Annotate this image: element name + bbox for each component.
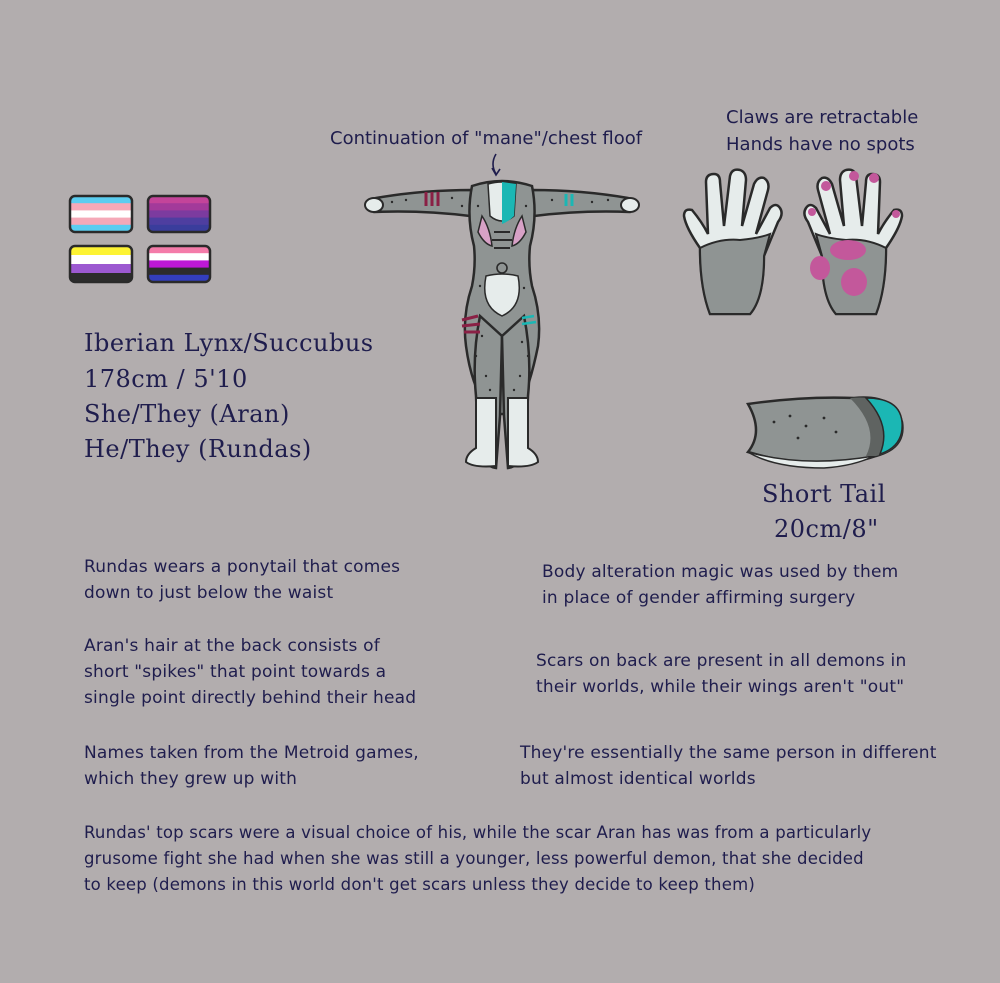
tail-title: Short Tail [762,480,886,508]
bigender-flag [148,196,210,233]
transgender-flag [70,196,132,233]
note-body-magic: Body alteration magic was used by them in place of gender affirming surgery [542,562,899,608]
note-names: Names taken from the Metroid games, which they grew up with [84,743,419,789]
tail-illustration [744,392,904,472]
genderfluid-flag [148,246,210,283]
spots-annotation: Hands have no spots [726,134,915,155]
pronouns-rundas-label: He/They (Rundas) [84,435,312,463]
note-hair-spikes: Aran's hair at the back consists of short "spikes" that point towards a single point directly behind their head [84,636,417,708]
claws-annotation: Claws are retractable [726,107,919,128]
pronouns-aran-label: She/They (Aran) [84,400,290,428]
annotation-arrow-icon [486,152,506,178]
note-back-scars: Scars on back are present in all demons in their worlds, while their wings aren't "out" [536,651,907,697]
body-figure [362,176,642,476]
pride-flags [68,188,228,298]
note-ponytail: Rundas wears a ponytail that comes down to just below the waist [84,557,401,603]
tail-length: 20cm/8" [774,515,879,543]
note-scars-story: Rundas' top scars were a visual choice of his, while the scar Aran has was from a particularly grusome fight she had when she was still a younger, less powerful demon, that she decided to keep (demons in this world don't get scars unless they decide to keep them) [84,823,872,894]
nonbinary-flag [70,246,132,283]
note-same-person: They're essentially the same person in different but almost identical worlds [520,743,937,789]
chest-floof-annotation: Continuation of "mane"/chest floof [330,128,643,149]
height-label: 178cm / 5'10 [84,365,248,393]
hand-back-illustration [680,168,790,318]
hand-palm-illustration [796,168,906,318]
species-label: Iberian Lynx/Succubus [84,329,374,357]
